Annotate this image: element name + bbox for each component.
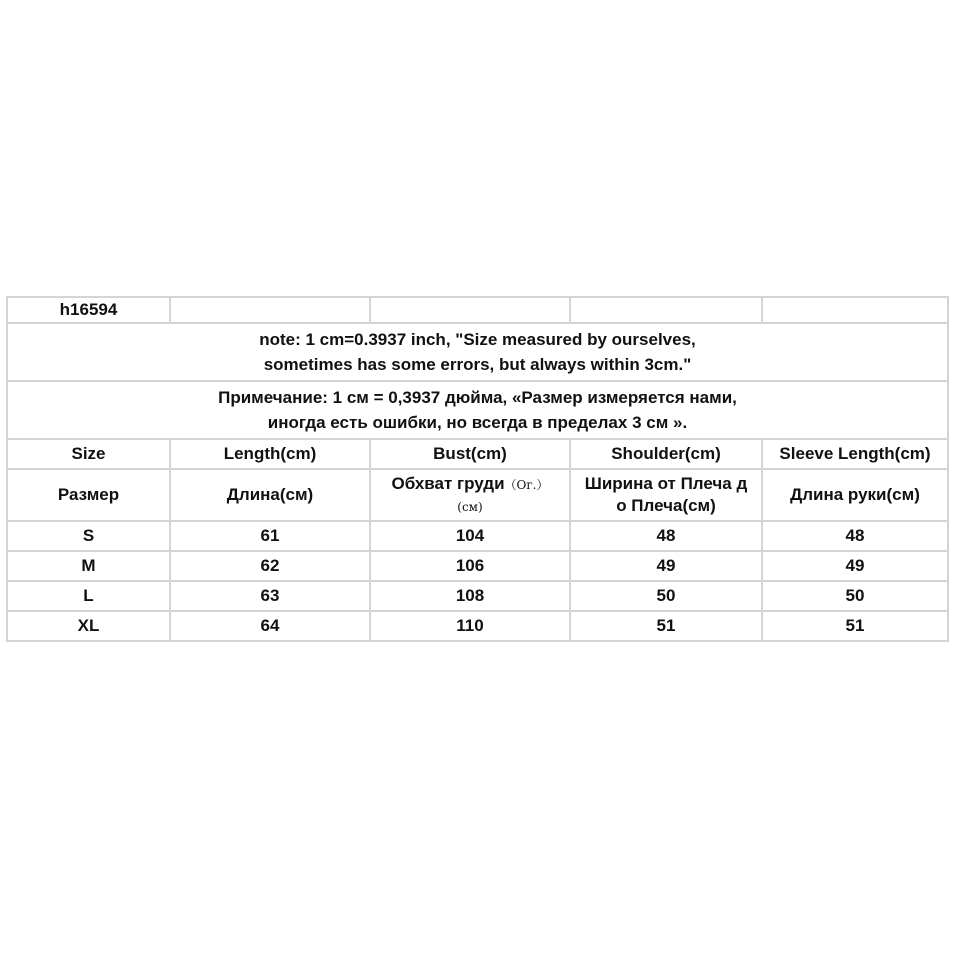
bust-cell: 108: [370, 581, 570, 611]
sleeve-cell: 48: [762, 521, 948, 551]
bust-cell: 110: [370, 611, 570, 641]
size-cell: M: [7, 551, 170, 581]
empty-cell: [762, 297, 948, 323]
header-ru-shoulder: [570, 469, 762, 521]
header-ru-row: [7, 469, 948, 521]
table-row: [7, 581, 948, 611]
header-ru-bust-line-1: [373, 473, 567, 496]
sleeve-cell: 50: [762, 581, 948, 611]
length-cell: 64: [170, 611, 370, 641]
header-ru-bust-main: Обхват груди: [391, 473, 505, 493]
note-ru-line-1: Примечание: 1 см = 0,3937 дюйма, «Размер измеряется нами,: [218, 388, 737, 407]
size-cell: XL: [7, 611, 170, 641]
empty-cell: [570, 297, 762, 323]
empty-cell: [370, 297, 570, 323]
header-size: Size: [7, 439, 170, 469]
header-ru-bust-suffix: （Ог.）: [504, 477, 549, 492]
header-length: Length(cm): [170, 439, 370, 469]
shoulder-cell: 50: [570, 581, 762, 611]
empty-cell: [170, 297, 370, 323]
length-cell: 63: [170, 581, 370, 611]
header-ru-shoulder-line-1: Ширина от Плеча д: [584, 474, 748, 493]
header-ru-sleeve: Длина руки(см): [762, 469, 948, 521]
header-ru-length: Длина(см): [170, 469, 370, 521]
note-ru-row: [7, 381, 948, 439]
shoulder-cell: 48: [570, 521, 762, 551]
note-en-line-1: note: 1 cm=0.3937 inch, "Size measured by ourselves,: [259, 330, 696, 349]
length-cell: 61: [170, 521, 370, 551]
header-ru-size: Размер: [7, 469, 170, 521]
note-en-cell: [7, 323, 948, 381]
note-en-line-2: sometimes has some errors, but always within 3cm.": [263, 355, 692, 374]
header-sleeve-length: Sleeve Length(cm): [762, 439, 948, 469]
header-ru-bust-unit: (см): [457, 499, 483, 514]
note-ru-line-2: иногда есть ошибки, но всегда в пределах 3 см ».: [267, 413, 688, 432]
shoulder-cell: 51: [570, 611, 762, 641]
size-cell: L: [7, 581, 170, 611]
header-shoulder: Shoulder(cm): [570, 439, 762, 469]
shoulder-cell: 49: [570, 551, 762, 581]
product-code-cell: h16594: [7, 297, 170, 323]
size-chart-table: [6, 296, 949, 642]
note-ru-cell: [7, 381, 948, 439]
header-ru-shoulder-line-2: о Плеча(см): [616, 496, 716, 515]
header-bust: Bust(cm): [370, 439, 570, 469]
sleeve-cell: 51: [762, 611, 948, 641]
header-en-row: [7, 439, 948, 469]
table-row: [7, 521, 948, 551]
sleeve-cell: 49: [762, 551, 948, 581]
header-ru-bust: [370, 469, 570, 521]
table-row: [7, 551, 948, 581]
table-row: [7, 611, 948, 641]
bust-cell: 106: [370, 551, 570, 581]
length-cell: 62: [170, 551, 370, 581]
product-code-row: [7, 297, 948, 323]
note-en-row: [7, 323, 948, 381]
size-cell: S: [7, 521, 170, 551]
bust-cell: 104: [370, 521, 570, 551]
